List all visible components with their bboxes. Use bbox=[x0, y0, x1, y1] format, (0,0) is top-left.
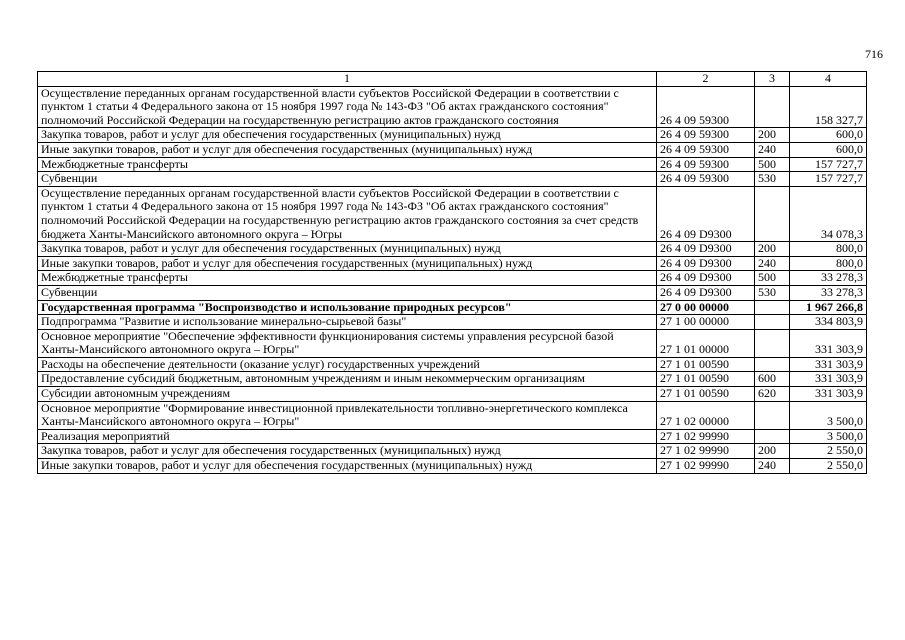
row-amount-cell: 331 303,9 bbox=[790, 357, 867, 372]
table-row bbox=[38, 271, 867, 286]
table-row bbox=[38, 186, 867, 241]
row-name-cell: Межбюджетные трансферты bbox=[38, 157, 657, 172]
row-name-cell: Субвенции bbox=[38, 172, 657, 187]
row-name-cell: Осуществление переданных органам государственной власти субъектов Российской Федерации в соответствии с пунктом 1 статьи 4 Федерального закона от 15 ноября 1997 года № 143-ФЗ "Об актах гражданского состояния" полномочий Российской Федерации на государственную регистрацию актов гражданского состояния bbox=[38, 86, 657, 128]
row-name-cell: Подпрограмма "Развитие и использование минерально-сырьевой базы" bbox=[38, 315, 657, 330]
row-type-cell: 530 bbox=[755, 172, 790, 187]
row-type-cell: 600 bbox=[755, 372, 790, 387]
row-name-cell: Основное мероприятие "Формирование инвестиционной привлекательности топливно-энергетического комплекса Ханты-Мансийского автономного округа – Югры" bbox=[38, 401, 657, 429]
row-amount-cell: 3 500,0 bbox=[790, 429, 867, 444]
row-name-cell: Расходы на обеспечение деятельности (оказание услуг) государственных учреждений bbox=[38, 357, 657, 372]
table-row bbox=[38, 387, 867, 402]
row-name-cell: Закупка товаров, работ и услуг для обеспечения государственных (муниципальных) нужд bbox=[38, 128, 657, 143]
column-header-type: 3 bbox=[755, 72, 790, 87]
row-amount-cell: 331 303,9 bbox=[790, 372, 867, 387]
row-amount-cell: 600,0 bbox=[790, 128, 867, 143]
row-type-cell bbox=[755, 300, 790, 315]
row-type-cell bbox=[755, 401, 790, 429]
row-amount-cell: 33 278,3 bbox=[790, 271, 867, 286]
table-row bbox=[38, 444, 867, 459]
table-row bbox=[38, 128, 867, 143]
row-code-cell: 27 1 01 00590 bbox=[657, 372, 755, 387]
row-amount-cell: 3 500,0 bbox=[790, 401, 867, 429]
row-type-cell: 240 bbox=[755, 256, 790, 271]
row-type-cell: 530 bbox=[755, 285, 790, 300]
row-amount-cell: 800,0 bbox=[790, 242, 867, 257]
row-amount-cell: 157 727,7 bbox=[790, 157, 867, 172]
row-code-cell: 26 4 09 D9300 bbox=[657, 242, 755, 257]
table-row bbox=[38, 429, 867, 444]
row-amount-cell: 158 327,7 bbox=[790, 86, 867, 128]
row-amount-cell: 334 803,9 bbox=[790, 315, 867, 330]
table-row bbox=[38, 157, 867, 172]
row-name-cell: Субвенции bbox=[38, 285, 657, 300]
row-type-cell bbox=[755, 86, 790, 128]
table-row bbox=[38, 300, 867, 315]
table-row bbox=[38, 172, 867, 187]
row-name-cell: Реализация мероприятий bbox=[38, 429, 657, 444]
row-type-cell bbox=[755, 315, 790, 330]
row-code-cell: 27 1 00 00000 bbox=[657, 315, 755, 330]
row-code-cell: 26 4 09 59300 bbox=[657, 128, 755, 143]
row-amount-cell: 2 550,0 bbox=[790, 444, 867, 459]
header-row bbox=[38, 72, 867, 87]
row-amount-cell: 33 278,3 bbox=[790, 285, 867, 300]
row-code-cell: 27 1 02 99990 bbox=[657, 444, 755, 459]
row-code-cell: 26 4 09 D9300 bbox=[657, 256, 755, 271]
row-code-cell: 27 1 01 00000 bbox=[657, 329, 755, 357]
row-code-cell: 27 1 02 00000 bbox=[657, 401, 755, 429]
table-row bbox=[38, 86, 867, 128]
row-type-cell: 500 bbox=[755, 157, 790, 172]
row-code-cell: 26 4 09 59300 bbox=[657, 157, 755, 172]
row-amount-cell: 2 550,0 bbox=[790, 459, 867, 474]
table-row bbox=[38, 372, 867, 387]
table-row bbox=[38, 459, 867, 474]
page-number: 716 bbox=[865, 47, 883, 61]
table-body bbox=[38, 86, 867, 473]
table-row bbox=[38, 315, 867, 330]
column-header-name: 1 bbox=[38, 72, 657, 87]
row-type-cell bbox=[755, 357, 790, 372]
row-code-cell: 27 1 01 00590 bbox=[657, 387, 755, 402]
table-row bbox=[38, 357, 867, 372]
row-type-cell bbox=[755, 329, 790, 357]
table-row bbox=[38, 242, 867, 257]
table-header bbox=[38, 72, 867, 87]
row-type-cell: 200 bbox=[755, 242, 790, 257]
row-code-cell: 27 0 00 00000 bbox=[657, 300, 755, 315]
row-amount-cell: 600,0 bbox=[790, 142, 867, 157]
row-name-cell: Закупка товаров, работ и услуг для обеспечения государственных (муниципальных) нужд bbox=[38, 444, 657, 459]
table-row bbox=[38, 329, 867, 357]
row-amount-cell: 331 303,9 bbox=[790, 329, 867, 357]
row-name-cell: Основное мероприятие "Обеспечение эффективности функционирования системы управления ресурсной базой Ханты-Мансийского автономного округа – Югры" bbox=[38, 329, 657, 357]
row-code-cell: 26 4 09 D9300 bbox=[657, 186, 755, 241]
row-name-cell: Иные закупки товаров, работ и услуг для обеспечения государственных (муниципальных) нужд bbox=[38, 256, 657, 271]
table-row bbox=[38, 285, 867, 300]
row-name-cell: Предоставление субсидий бюджетным, автономным учреждениям и иным некоммерческим организациям bbox=[38, 372, 657, 387]
row-code-cell: 26 4 09 D9300 bbox=[657, 285, 755, 300]
row-code-cell: 27 1 02 99990 bbox=[657, 459, 755, 474]
column-header-amount: 4 bbox=[790, 72, 867, 87]
row-code-cell: 26 4 09 59300 bbox=[657, 86, 755, 128]
budget-table bbox=[37, 71, 867, 474]
row-type-cell: 240 bbox=[755, 142, 790, 157]
row-code-cell: 26 4 09 D9300 bbox=[657, 271, 755, 286]
row-type-cell: 500 bbox=[755, 271, 790, 286]
table-row bbox=[38, 256, 867, 271]
row-type-cell: 620 bbox=[755, 387, 790, 402]
row-type-cell: 200 bbox=[755, 444, 790, 459]
row-name-cell: Осуществление переданных органам государственной власти субъектов Российской Федерации в соответствии с пунктом 1 статьи 4 Федерального закона от 15 ноября 1997 года № 143-ФЗ "Об актах гражданского состояния" полномочий Российской Федерации на государственную регистрацию актов гражданского состояния за счет средств бюджета Ханты-Мансийского автономного округа – Югры bbox=[38, 186, 657, 241]
row-name-cell: Субсидии автономным учреждениям bbox=[38, 387, 657, 402]
row-name-cell: Иные закупки товаров, работ и услуг для обеспечения государственных (муниципальных) нужд bbox=[38, 459, 657, 474]
row-amount-cell: 331 303,9 bbox=[790, 387, 867, 402]
row-type-cell bbox=[755, 429, 790, 444]
row-type-cell: 240 bbox=[755, 459, 790, 474]
row-amount-cell: 1 967 266,8 bbox=[790, 300, 867, 315]
row-type-cell bbox=[755, 186, 790, 241]
row-amount-cell: 34 078,3 bbox=[790, 186, 867, 241]
row-code-cell: 26 4 09 59300 bbox=[657, 172, 755, 187]
row-amount-cell: 157 727,7 bbox=[790, 172, 867, 187]
row-code-cell: 27 1 02 99990 bbox=[657, 429, 755, 444]
table-row bbox=[38, 401, 867, 429]
column-header-code: 2 bbox=[657, 72, 755, 87]
table-row bbox=[38, 142, 867, 157]
row-name-cell: Межбюджетные трансферты bbox=[38, 271, 657, 286]
row-name-cell: Государственная программа "Воспроизводство и использование природных ресурсов" bbox=[38, 300, 657, 315]
row-code-cell: 26 4 09 59300 bbox=[657, 142, 755, 157]
row-code-cell: 27 1 01 00590 bbox=[657, 357, 755, 372]
row-type-cell: 200 bbox=[755, 128, 790, 143]
row-amount-cell: 800,0 bbox=[790, 256, 867, 271]
row-name-cell: Закупка товаров, работ и услуг для обеспечения государственных (муниципальных) нужд bbox=[38, 242, 657, 257]
row-name-cell: Иные закупки товаров, работ и услуг для обеспечения государственных (муниципальных) нужд bbox=[38, 142, 657, 157]
